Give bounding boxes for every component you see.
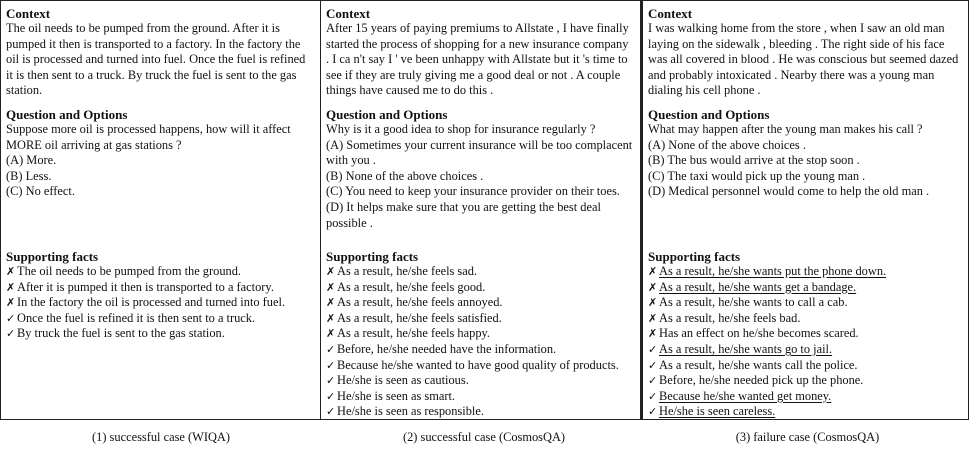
cross-icon: ✗ (648, 327, 658, 341)
option: (C) You need to keep your insurance provider on their toes. (326, 184, 620, 199)
caption-wiqa: (1) successful case (WIQA) (92, 430, 230, 444)
fact-item: ✓ Because he/she wanted to have good quality of products. (326, 357, 619, 372)
facts-heading: Supporting facts (326, 249, 419, 264)
cross-icon: ✗ (326, 296, 336, 310)
supporting-facts (326, 249, 636, 420)
check-icon: ✓ (6, 311, 16, 325)
check-icon: ✓ (326, 342, 336, 356)
fact-item: ✗ As a result, he/she feels sad. (326, 264, 478, 278)
context-heading: Context (6, 6, 51, 21)
fact-item: ✗ As a result, he/she wants get a bandage. (648, 279, 857, 294)
fact-item: ✓ He/she is seen as cautious. (326, 373, 469, 388)
context-heading: Context (648, 6, 693, 21)
option: (B) None of the above choices . (326, 168, 484, 183)
context-heading: Context (326, 6, 371, 21)
option: (A) More. (6, 153, 57, 168)
cross-icon: ✗ (648, 311, 658, 325)
cross-icon: ✗ (326, 265, 336, 278)
question-text: What may happen after the young man makes his call ? (648, 121, 923, 136)
fact-item: ✓ Because he/she wanted get money. (648, 388, 832, 403)
fact-item: ✓ Once the fuel is refined it is then sent to a truck. (6, 310, 256, 325)
panel-cosmosqa-failure (643, 1, 968, 419)
cross-icon: ✗ (326, 280, 336, 294)
fact-item: ✓ Before, he/she needed have the information. (326, 341, 557, 356)
cross-icon: ✗ (6, 265, 16, 278)
check-icon: ✓ (648, 405, 658, 419)
question-heading: Question and Options (6, 106, 128, 122)
check-icon: ✓ (648, 389, 658, 403)
context-text: I was walking home from the store , when I saw an old man laying on the sidewalk , bleeding . The right side of his face was all covered in blood . He was conscious but seemed dazed and probably intoxicated . Nearby there was a young man dialing his cell phone . (648, 21, 959, 98)
fact-item: ✗ As a result, he/she wants to call a cab. (648, 295, 848, 310)
question-text: Suppose more oil is processed happens, how will it affect MORE oil arriving at gas stations ? (6, 121, 291, 152)
facts-heading: Supporting facts (6, 249, 99, 264)
option: (C) No effect. (6, 184, 75, 199)
fact-item: ✓ By truck the fuel is sent to the gas station. (6, 326, 225, 341)
fact-item: ✗ As a result, he/she feels happy. (326, 326, 491, 341)
check-icon: ✓ (648, 342, 658, 356)
check-icon: ✓ (326, 358, 336, 372)
fact-item: ✗ As a result, he/she feels bad. (648, 310, 801, 325)
question-text: Why is it a good idea to shop for insurance regularly ? (326, 121, 596, 136)
option: (A) None of the above choices . (648, 137, 806, 152)
caption-cosmosqa-failure: (3) failure case (CosmosQA) (735, 430, 880, 444)
context-text: The oil needs to be pumped from the ground. After it is pumped it then is transported to a factory. In the factory the oil is processed and turned into fuel. Once the fuel is refined it is then sent to a truck. By truck the fuel is sent to the gas station. (6, 21, 306, 98)
panel-wiqa (1, 1, 321, 419)
fact-item: ✓ Before, he/she needed pick up the phone. (648, 373, 864, 388)
cross-icon: ✗ (326, 311, 336, 325)
cross-icon: ✗ (326, 327, 336, 341)
cross-icon: ✗ (648, 280, 658, 294)
option: (C) The taxi would pick up the young man . (648, 168, 866, 183)
fact-item: ✓ As a result, he/she wants go to jail. (648, 341, 833, 356)
facts-heading: Supporting facts (648, 249, 741, 264)
cross-icon: ✗ (648, 265, 658, 278)
fact-item: ✓ He/she is seen as responsible. (326, 404, 484, 419)
option: (D) Medical personnel would come to help the old man . (648, 184, 930, 199)
check-icon: ✓ (326, 389, 336, 403)
panel-cosmosqa-success (321, 1, 643, 419)
fact-item: ✗ Has an effect on he/she becomes scared. (648, 326, 859, 341)
caption-cosmosqa-success: (2) successful case (CosmosQA) (402, 430, 566, 444)
check-icon: ✓ (648, 358, 658, 372)
fact-item: ✓ As a result, he/she wants call the police. (648, 357, 858, 372)
fact-item: ✗ In the factory the oil is processed and turned into fuel. (6, 295, 286, 310)
fact-item: ✗ As a result, he/she feels satisfied. (326, 310, 502, 325)
question-block (648, 107, 962, 200)
fact-item: ✗ After it is pumped it then is transported to a factory. (6, 279, 274, 294)
context-text: After 15 years of paying premiums to Allstate , I have finally started the process of shopping for a new insurance company . I ca n't say I ' ve been unhappy with Allstate but it 's time to see if they are truly giving me a good deal or not . A couple things have caused me to do this . (326, 21, 629, 98)
option: (B) Less. (6, 168, 52, 183)
question-block (6, 107, 314, 200)
option: (D) It helps make sure that you are getting the best deal possible . (326, 199, 601, 230)
supporting-facts (6, 249, 316, 342)
question-block (326, 107, 634, 231)
cross-icon: ✗ (648, 296, 658, 310)
question-heading: Question and Options (326, 106, 448, 122)
check-icon: ✓ (326, 405, 336, 419)
fact-item: ✗ As a result, he/she feels good. (326, 279, 486, 294)
captions (0, 430, 969, 446)
fact-item: ✓ He/she is seen as smart. (326, 388, 456, 403)
fact-item: ✗ As a result, he/she wants put the phone down. (648, 264, 887, 278)
check-icon: ✓ (6, 327, 16, 341)
check-icon: ✓ (326, 374, 336, 388)
question-heading: Question and Options (648, 106, 770, 122)
fact-item: ✗ The oil needs to be pumped from the ground. (6, 264, 242, 278)
option: (B) The bus would arrive at the stop soon . (648, 153, 860, 168)
cross-icon: ✗ (6, 296, 16, 310)
fact-item: ✗ As a result, he/she feels annoyed. (326, 295, 503, 310)
option: (A) Sometimes your current insurance will be too complacent with you . (326, 137, 633, 168)
check-icon: ✓ (648, 374, 658, 388)
supporting-facts (648, 249, 964, 420)
cross-icon: ✗ (6, 280, 16, 294)
fact-item: ✓ He/she is seen careless. (648, 404, 776, 419)
